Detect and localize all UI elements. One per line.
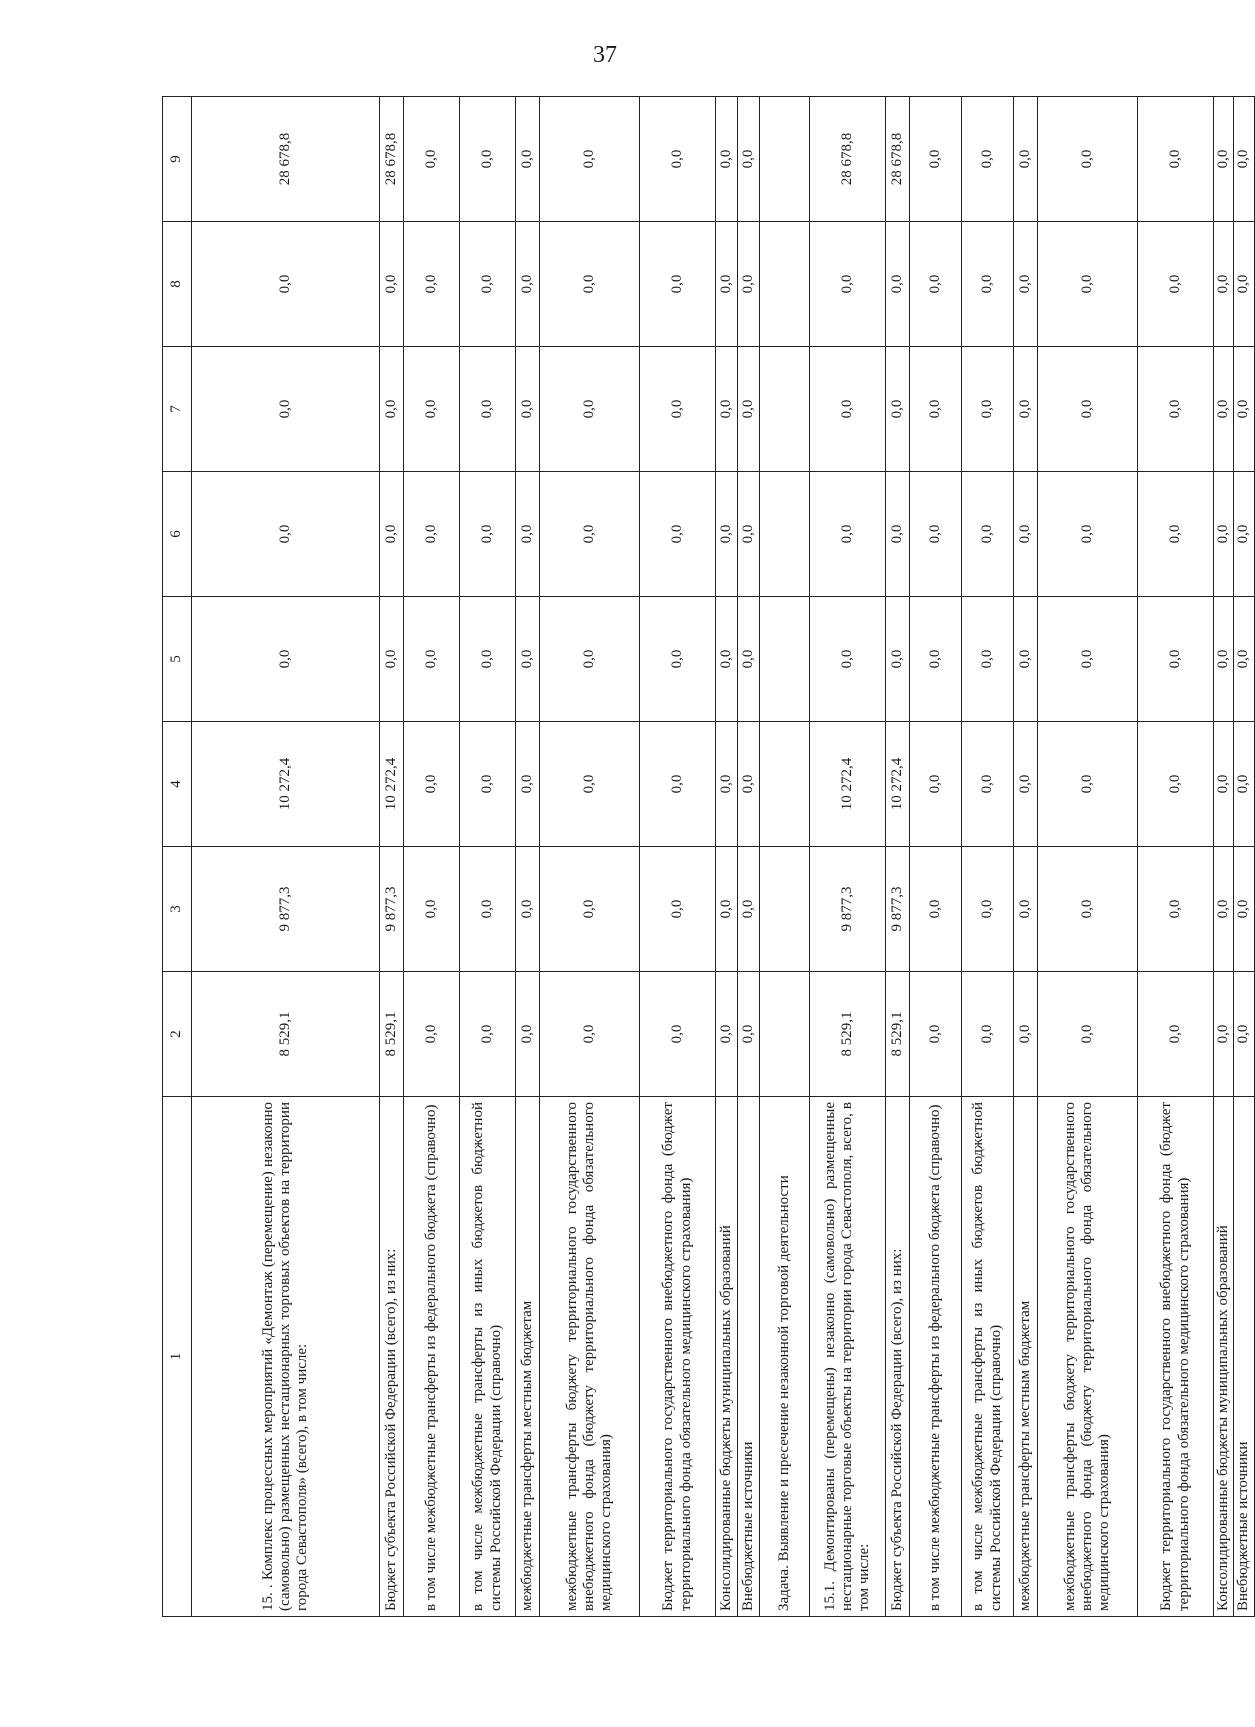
value-cell <box>760 722 810 847</box>
column-number-row <box>163 97 192 1617</box>
value-cell: 0,0 <box>910 722 962 847</box>
value-cell: 0,0 <box>640 597 716 722</box>
value-cell: 0,0 <box>886 597 910 722</box>
value-cell: 10 272,4 <box>380 722 404 847</box>
value-cell: 0,0 <box>540 722 640 847</box>
value-cell: 0,0 <box>810 597 886 722</box>
value-cell: 0,0 <box>1138 597 1214 722</box>
value-cell: 0,0 <box>404 347 460 472</box>
value-cell: 0,0 <box>716 222 738 347</box>
row-label: Бюджет территориального государственного внебюджетного фонда (бюджет территориального фонда обязательного медицинского страхования) <box>1138 1097 1214 1617</box>
row-label: Внебюджетные источники <box>1234 1097 1254 1617</box>
table-row <box>1014 97 1038 1617</box>
value-cell: 0,0 <box>404 597 460 722</box>
value-cell: 0,0 <box>1138 847 1214 972</box>
value-cell: 0,0 <box>640 847 716 972</box>
value-cell: 0,0 <box>810 222 886 347</box>
value-cell: 0,0 <box>1014 97 1038 222</box>
value-cell: 10 272,4 <box>192 722 380 847</box>
value-cell: 0,0 <box>1038 847 1138 972</box>
value-cell: 0,0 <box>910 97 962 222</box>
value-cell: 0,0 <box>716 722 738 847</box>
value-cell <box>760 347 810 472</box>
value-cell: 0,0 <box>1234 597 1254 722</box>
value-cell: 0,0 <box>516 972 540 1097</box>
value-cell: 0,0 <box>962 597 1014 722</box>
value-cell: 0,0 <box>404 722 460 847</box>
value-cell: 0,0 <box>516 347 540 472</box>
value-cell: 0,0 <box>962 97 1014 222</box>
value-cell: 0,0 <box>910 972 962 1097</box>
table-body <box>192 97 1255 1617</box>
value-cell: 0,0 <box>910 347 962 472</box>
value-cell: 0,0 <box>404 847 460 972</box>
value-cell: 0,0 <box>460 972 516 1097</box>
value-cell: 0,0 <box>1214 472 1234 597</box>
value-cell: 0,0 <box>460 347 516 472</box>
value-cell: 8 529,1 <box>810 972 886 1097</box>
value-cell <box>760 972 810 1097</box>
value-cell: 8 529,1 <box>886 972 910 1097</box>
value-cell: 0,0 <box>460 97 516 222</box>
table-row <box>910 97 962 1617</box>
rotated-table-container <box>162 97 1252 1617</box>
column-header: 1 <box>163 1097 192 1617</box>
value-cell: 0,0 <box>1038 347 1138 472</box>
value-cell <box>760 222 810 347</box>
value-cell: 0,0 <box>1038 722 1138 847</box>
column-header: 5 <box>163 597 192 722</box>
value-cell: 0,0 <box>910 472 962 597</box>
value-cell: 0,0 <box>640 222 716 347</box>
value-cell: 0,0 <box>1234 347 1254 472</box>
row-label: 15. . Комплекс процессных мероприятий «Демонтаж (перемещение) незаконно (самовольно) размещенных нестационарных торговых объектов на территории города Севастополя» (всего), в том числе: <box>192 1097 380 1617</box>
value-cell: 0,0 <box>1014 722 1038 847</box>
value-cell: 0,0 <box>1014 597 1038 722</box>
value-cell: 0,0 <box>738 597 760 722</box>
row-label: межбюджетные трансферты местным бюджетам <box>516 1097 540 1617</box>
table-row <box>886 97 910 1617</box>
column-header: 8 <box>163 222 192 347</box>
value-cell: 9 877,3 <box>192 847 380 972</box>
value-cell: 0,0 <box>1214 597 1234 722</box>
column-header: 6 <box>163 472 192 597</box>
row-label: в том числе межбюджетные трансферты из федерального бюджета (справочно) <box>404 1097 460 1617</box>
value-cell: 0,0 <box>1214 972 1234 1097</box>
column-header: 4 <box>163 722 192 847</box>
value-cell: 0,0 <box>516 847 540 972</box>
row-label: в том числе межбюджетные трансферты из федерального бюджета (справочно) <box>910 1097 962 1617</box>
value-cell: 0,0 <box>910 847 962 972</box>
value-cell: 9 877,3 <box>380 847 404 972</box>
value-cell: 0,0 <box>1214 847 1234 972</box>
value-cell: 0,0 <box>716 347 738 472</box>
value-cell: 0,0 <box>1214 222 1234 347</box>
value-cell: 0,0 <box>1014 222 1038 347</box>
value-cell: 10 272,4 <box>810 722 886 847</box>
row-label: Консолидированные бюджеты муниципальных образований <box>716 1097 738 1617</box>
table-row <box>516 97 540 1617</box>
value-cell <box>760 472 810 597</box>
value-cell: 0,0 <box>738 972 760 1097</box>
value-cell: 0,0 <box>192 347 380 472</box>
value-cell <box>760 597 810 722</box>
value-cell: 0,0 <box>380 597 404 722</box>
value-cell: 0,0 <box>1014 347 1038 472</box>
table-row <box>640 97 716 1617</box>
value-cell: 0,0 <box>1138 97 1214 222</box>
value-cell: 0,0 <box>1234 472 1254 597</box>
value-cell: 0,0 <box>810 347 886 472</box>
value-cell: 0,0 <box>1038 597 1138 722</box>
row-label: межбюджетные трансферты бюджету территориального государственного внебюджетного фонда (бюджету территориального фонда обязательного медицинского страхования) <box>540 1097 640 1617</box>
value-cell: 0,0 <box>540 472 640 597</box>
table-row <box>1214 97 1234 1617</box>
value-cell: 0,0 <box>1138 347 1214 472</box>
value-cell: 28 678,8 <box>192 97 380 222</box>
value-cell: 0,0 <box>738 347 760 472</box>
value-cell: 0,0 <box>738 722 760 847</box>
value-cell: 0,0 <box>516 222 540 347</box>
value-cell: 0,0 <box>1014 472 1038 597</box>
value-cell: 0,0 <box>1038 972 1138 1097</box>
value-cell: 0,0 <box>716 597 738 722</box>
value-cell: 0,0 <box>1014 972 1038 1097</box>
table-row <box>380 97 404 1617</box>
table-row <box>962 97 1014 1617</box>
column-header: 7 <box>163 347 192 472</box>
value-cell <box>760 847 810 972</box>
value-cell: 0,0 <box>192 597 380 722</box>
column-header: 3 <box>163 847 192 972</box>
table-row <box>1234 97 1254 1617</box>
value-cell: 0,0 <box>640 722 716 847</box>
value-cell: 0,0 <box>380 472 404 597</box>
table-row <box>760 97 810 1617</box>
value-cell: 0,0 <box>1234 222 1254 347</box>
value-cell: 0,0 <box>738 222 760 347</box>
value-cell: 0,0 <box>886 222 910 347</box>
value-cell: 0,0 <box>540 222 640 347</box>
table-row <box>738 97 760 1617</box>
column-header: 9 <box>163 97 192 222</box>
value-cell: 0,0 <box>1138 722 1214 847</box>
row-label: Бюджет субъекта Российской Федерации (всего), из них: <box>380 1097 404 1617</box>
value-cell: 0,0 <box>540 597 640 722</box>
value-cell: 0,0 <box>1038 472 1138 597</box>
row-label: Задача. Выявление и пресечение незаконной торговой деятельности <box>760 1097 810 1617</box>
table-row <box>192 97 380 1617</box>
value-cell: 0,0 <box>192 472 380 597</box>
value-cell: 0,0 <box>1138 222 1214 347</box>
value-cell: 0,0 <box>640 972 716 1097</box>
table-row <box>810 97 886 1617</box>
value-cell: 0,0 <box>962 472 1014 597</box>
value-cell: 0,0 <box>404 972 460 1097</box>
table-row <box>716 97 738 1617</box>
value-cell: 0,0 <box>962 722 1014 847</box>
row-label: межбюджетные трансферты бюджету территориального государственного внебюджетного фонда (бюджету территориального фонда обязательного медицинского страхования) <box>1038 1097 1138 1617</box>
value-cell: 0,0 <box>1014 847 1038 972</box>
value-cell: 0,0 <box>1234 972 1254 1097</box>
value-cell: 0,0 <box>1234 722 1254 847</box>
value-cell: 0,0 <box>404 222 460 347</box>
row-label: в том числе межбюджетные трансферты из иных бюджетов бюджетной системы Российской Федерации (справочно) <box>460 1097 516 1617</box>
value-cell: 0,0 <box>404 472 460 597</box>
value-cell: 0,0 <box>886 472 910 597</box>
row-label: в том числе межбюджетные трансферты из иных бюджетов бюджетной системы Российской Федерации (справочно) <box>962 1097 1014 1617</box>
value-cell: 0,0 <box>738 847 760 972</box>
value-cell: 0,0 <box>716 472 738 597</box>
value-cell: 0,0 <box>1038 222 1138 347</box>
value-cell: 0,0 <box>640 97 716 222</box>
value-cell: 0,0 <box>1038 97 1138 222</box>
table-row <box>1138 97 1214 1617</box>
value-cell: 0,0 <box>516 472 540 597</box>
budget-table <box>162 96 1255 1617</box>
value-cell: 0,0 <box>1138 472 1214 597</box>
table-row <box>540 97 640 1617</box>
value-cell: 0,0 <box>380 347 404 472</box>
value-cell: 8 529,1 <box>192 972 380 1097</box>
value-cell: 9 877,3 <box>886 847 910 972</box>
value-cell <box>760 97 810 222</box>
value-cell: 0,0 <box>516 597 540 722</box>
value-cell: 0,0 <box>380 222 404 347</box>
value-cell: 0,0 <box>460 722 516 847</box>
value-cell: 0,0 <box>540 97 640 222</box>
row-label: Бюджет субъекта Российской Федерации (всего), из них: <box>886 1097 910 1617</box>
value-cell: 0,0 <box>910 597 962 722</box>
page-number: 37 <box>593 42 617 68</box>
value-cell: 0,0 <box>716 97 738 222</box>
value-cell: 0,0 <box>810 472 886 597</box>
row-label: межбюджетные трансферты местным бюджетам <box>1014 1097 1038 1617</box>
value-cell: 0,0 <box>460 472 516 597</box>
value-cell: 0,0 <box>716 972 738 1097</box>
row-label: Консолидированные бюджеты муниципальных образований <box>1214 1097 1234 1617</box>
value-cell: 28 678,8 <box>380 97 404 222</box>
table-row <box>404 97 460 1617</box>
value-cell: 0,0 <box>1214 97 1234 222</box>
value-cell: 0,0 <box>640 472 716 597</box>
value-cell: 0,0 <box>1214 722 1234 847</box>
row-label: Бюджет территориального государственного внебюджетного фонда (бюджет территориального фонда обязательного медицинского страхования) <box>640 1097 716 1617</box>
value-cell: 9 877,3 <box>810 847 886 972</box>
value-cell: 0,0 <box>886 347 910 472</box>
value-cell: 28 678,8 <box>886 97 910 222</box>
value-cell: 0,0 <box>516 722 540 847</box>
value-cell: 0,0 <box>404 97 460 222</box>
value-cell: 8 529,1 <box>380 972 404 1097</box>
table-row <box>460 97 516 1617</box>
value-cell: 0,0 <box>738 97 760 222</box>
table-row <box>1038 97 1138 1617</box>
value-cell: 28 678,8 <box>810 97 886 222</box>
value-cell: 0,0 <box>192 222 380 347</box>
value-cell: 0,0 <box>640 347 716 472</box>
value-cell: 0,0 <box>540 347 640 472</box>
value-cell: 0,0 <box>962 847 1014 972</box>
value-cell: 0,0 <box>962 972 1014 1097</box>
value-cell: 0,0 <box>460 847 516 972</box>
value-cell: 0,0 <box>910 222 962 347</box>
row-label: 15.1. Демонтированы (перемещены) незаконно (самовольно) размещенные нестационарные торговые объекты на территории города Севастополя, всего, в том числе: <box>810 1097 886 1617</box>
column-header: 2 <box>163 972 192 1097</box>
value-cell: 0,0 <box>1234 97 1254 222</box>
value-cell: 0,0 <box>716 847 738 972</box>
value-cell: 0,0 <box>460 597 516 722</box>
value-cell: 0,0 <box>540 847 640 972</box>
value-cell: 10 272,4 <box>886 722 910 847</box>
value-cell: 0,0 <box>1214 347 1234 472</box>
value-cell: 0,0 <box>1138 972 1214 1097</box>
row-label: Внебюджетные источники <box>738 1097 760 1617</box>
value-cell: 0,0 <box>460 222 516 347</box>
value-cell: 0,0 <box>738 472 760 597</box>
value-cell: 0,0 <box>516 97 540 222</box>
value-cell: 0,0 <box>540 972 640 1097</box>
value-cell: 0,0 <box>1234 847 1254 972</box>
value-cell: 0,0 <box>962 222 1014 347</box>
value-cell: 0,0 <box>962 347 1014 472</box>
